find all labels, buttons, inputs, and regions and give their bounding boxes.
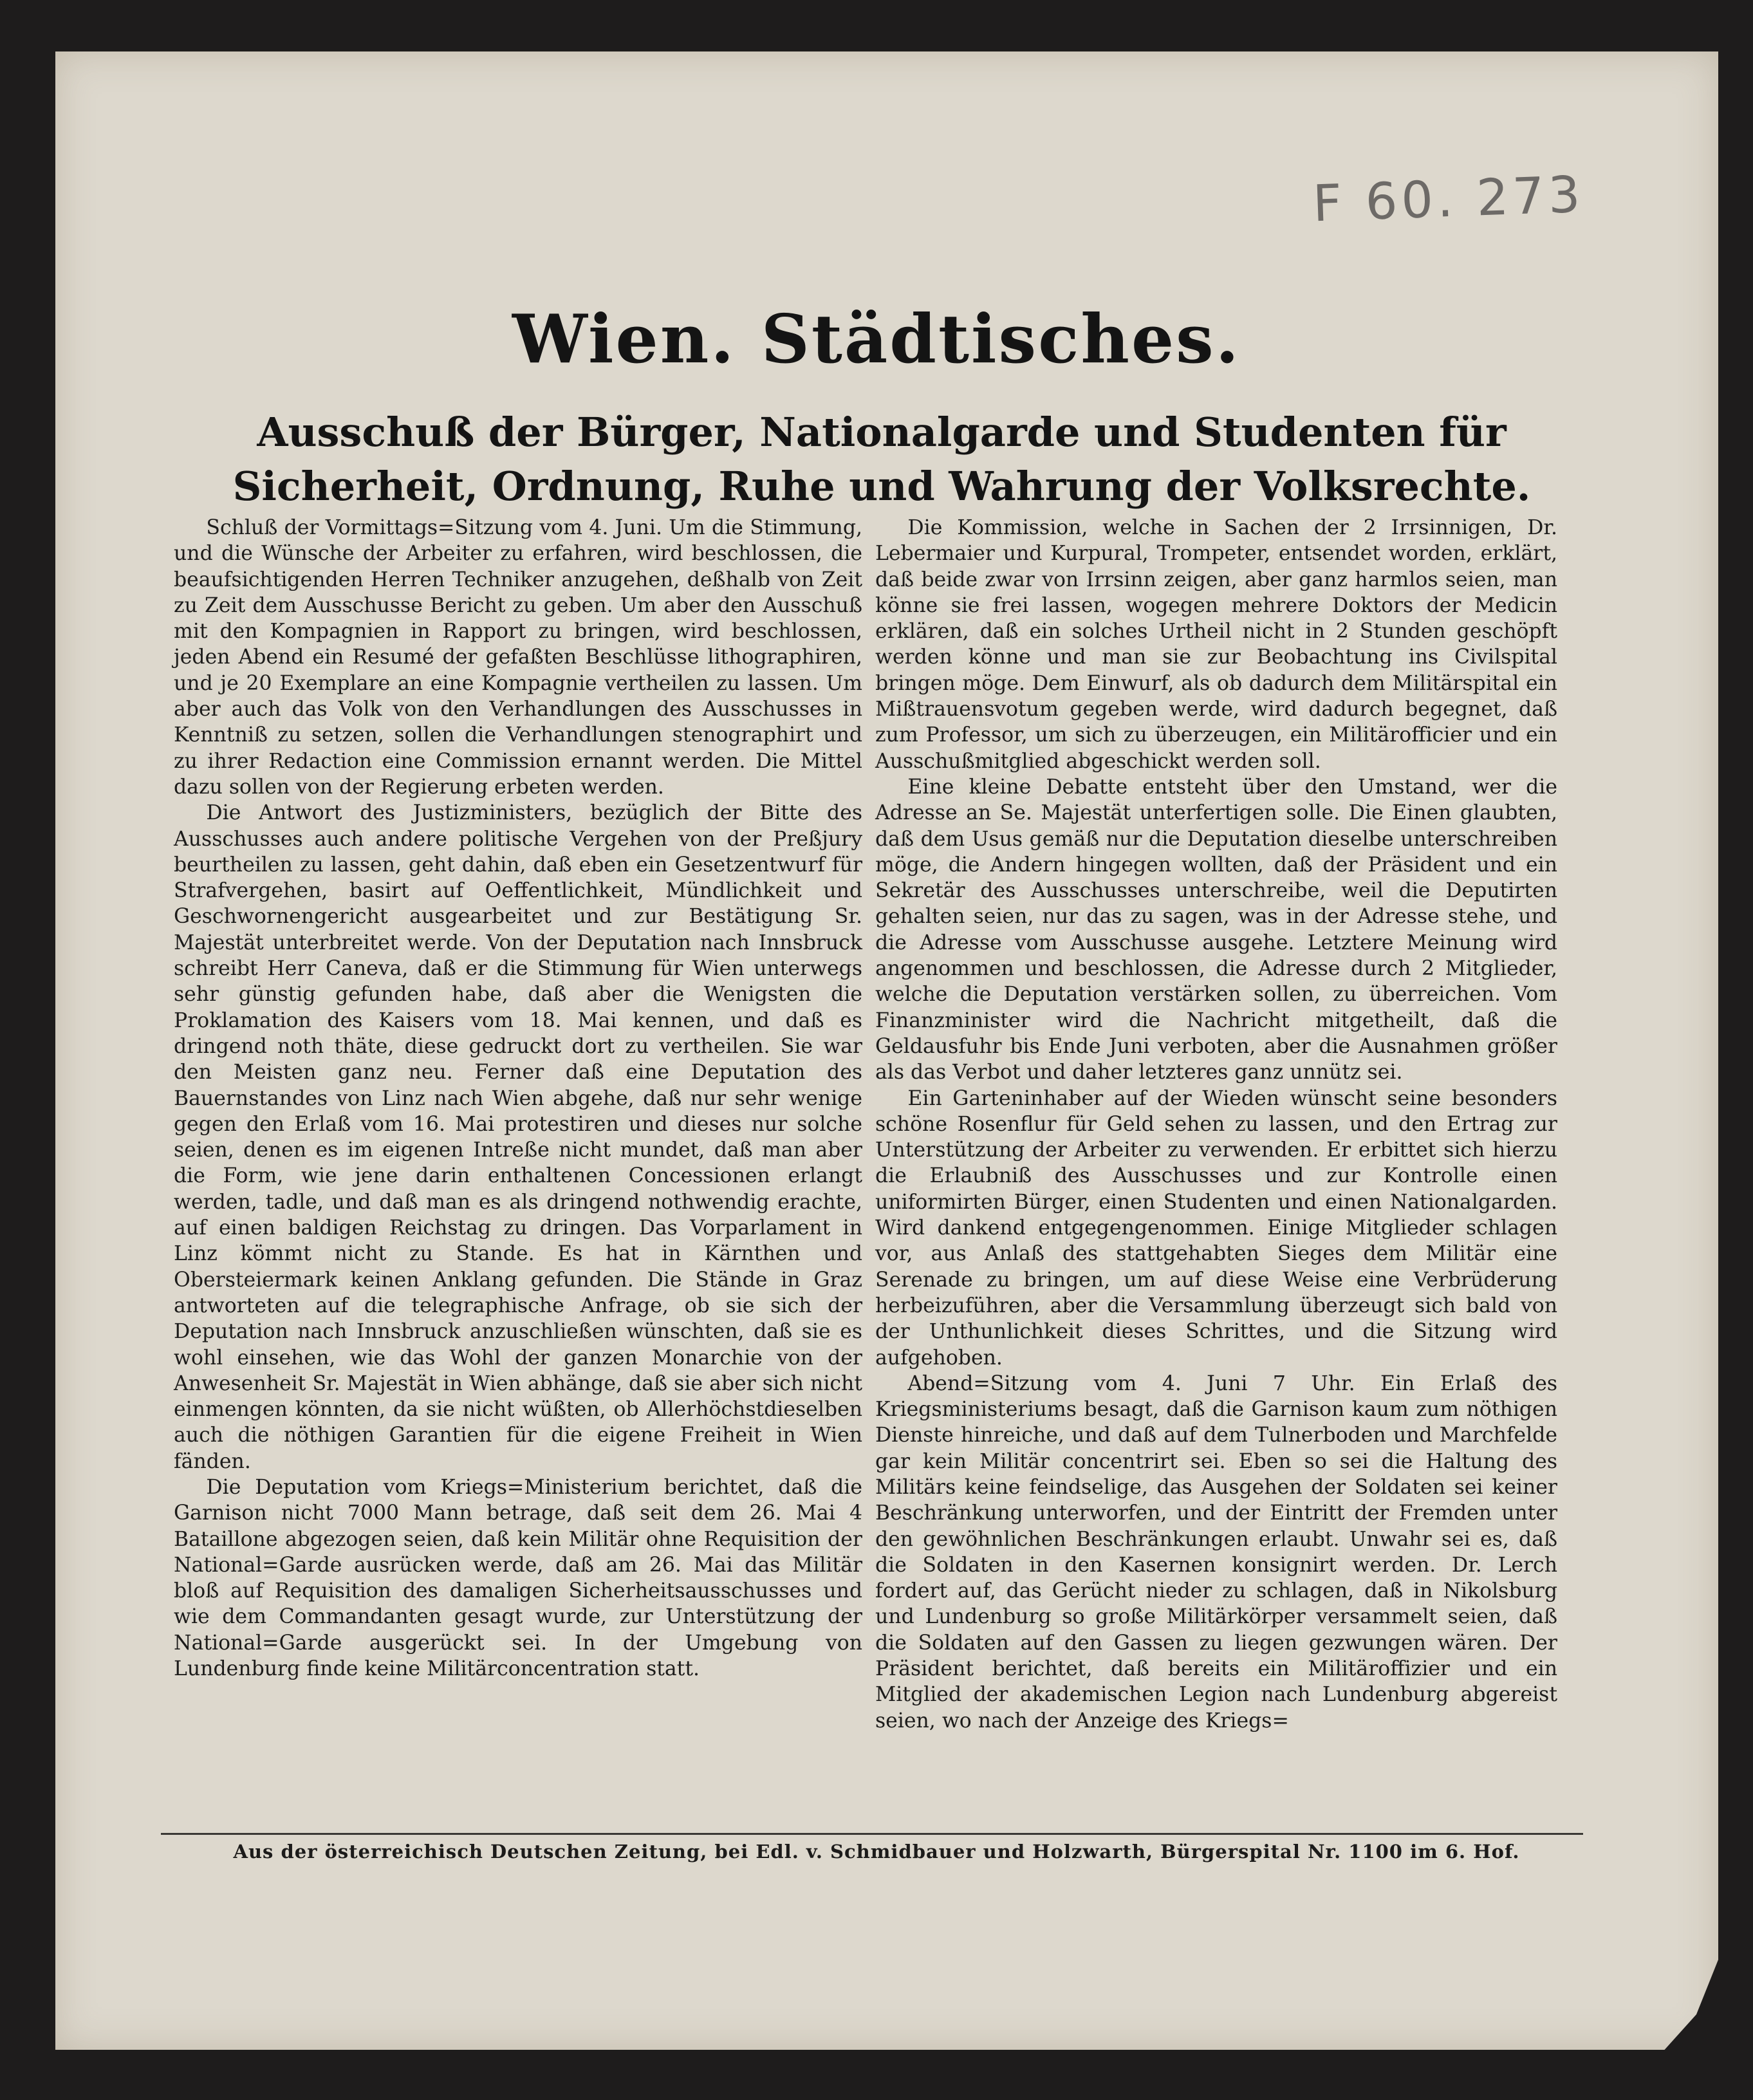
footer-rule <box>161 1833 1583 1835</box>
paragraph: Eine kleine Debatte entsteht über den Umstand, wer die Adresse an Se. Majestät unterfertigen solle. Die Einen glaubten, daß dem Usus gemäß nur die Deputation dieselbe unterschreiben möge, die Andern hingegen wollten, daß der Präsident und ein Sekretär des Ausschusses unterschreibe, weil die Deputirten gehalten seien, nur das zu sagen, was in der Adresse stehe, und die Adresse vom Ausschusse ausgehe. Letztere Meinung wird angenommen und beschlossen, die Adresse durch 2 Mitglieder, welche die Deputation verstärken sollen, zu überreichen. Vom Finanzminister wird die Nachricht mitgetheilt, daß die Geldausfuhr bis Ende Juni verboten, aber die Ausnahmen größer als das Verbot und daher letzteres ganz unnütz sei. <box>875 775 1557 1084</box>
handwritten-annotation: F 60. 273 <box>1312 165 1585 234</box>
paragraph: Schluß der Vormittags=Sitzung vom 4. Juni. Um die Stimmung, und die Wünsche der Arbeiter zu erfahren, wird beschlossen, die beaufsichtigenden Herren Techniker anzugehen, deßhalb von Zeit zu Zeit dem Ausschusse Bericht zu geben. Um aber den Ausschuß mit den Kompagnien in Rapport zu bringen, wird beschlossen, jeden Abend ein Resumé der gefaßten Beschlüsse lithographiren, und je 20 Exemplare an eine Kompagnie vertheilen zu lassen. Um aber auch das Volk von den Verhandlungen des Ausschusses in Kenntniß zu setzen, sollen die Verhandlungen stenographirt und zu ihrer Redaction eine Commission ernannt werden. Die Mittel dazu sollen von der Regierung erbeten werden. <box>174 516 862 799</box>
left-column <box>174 515 862 1682</box>
paragraph: Die Deputation vom Kriegs=Ministerium berichtet, daß die Garnison nicht 7000 Mann betrage, daß seit dem 26. Mai 4 Bataillone abgezogen seien, daß kein Militär ohne Requisition der National=Garde ausrücken werde, daß am 26. Mai das Militär bloß auf Requisition des damaligen Sicherheitsausschusses und wie dem Commandanten gesagt wurde, zur Unterstützung der National=Garde ausgerückt sei. In der Umgebung von Lundenburg finde keine Militärconcentration statt. <box>174 1475 862 1681</box>
paragraph: Abend=Sitzung vom 4. Juni 7 Uhr. Ein Erlaß des Kriegsministeriums besagt, daß die Garnison kaum zum nöthigen Dienste hinreiche, und daß auf dem Tulnerboden und Marchfelde gar kein Militär concentrirt sei. Eben so sei die Haltung des Militärs keine feindselige, das Ausgehen der Soldaten sei keiner Beschränkung unterworfen, und der Eintritt der Fremden unter den gewöhnlichen Beschränkungen erlaubt. Unwahr sei es, daß die Soldaten in den Kasernen konsignirt werden. Dr. Lerch fordert auf, das Gerücht nieder zu schlagen, daß in Nikolsburg und Lundenburg so große Militärkörper versammelt seien, daß die Soldaten auf den Gassen zu liegen gezwungen wären. Der Präsident berichtet, daß bereits ein Militäroffizier und ein Mitglied der akademischen Legion nach Lundenburg abgereist seien, wo nach der Anzeige des Kriegs= <box>875 1371 1557 1733</box>
document-subtitle: Ausschuß der Bürger, Nationalgarde und Studenten für Sicherheit, Ordnung, Ruhe und Wahrung der Volksrechte. <box>232 409 1531 510</box>
paragraph: Die Antwort des Justizministers, bezüglich der Bitte des Ausschusses auch andere politische Vergehen von der Preßjury beurtheilen zu lassen, geht dahin, daß eben ein Gesetzentwurf für Strafvergehen, basirt auf Oeffentlichkeit, Mündlichkeit und Geschwornengericht ausgearbeitet und zur Bestätigung Sr. Majestät unterbreitet werde. Von der Deputation nach Innsbruck schreibt Herr Caneva, daß er die Stimmung für Wien unterwegs sehr günstig gefunden habe, daß aber die Wenigsten die Proklamation des Kaisers vom 18. Mai kennen, und daß es dringend noth thäte, diese gedruckt dort zu vertheilen. Sie war den Meisten ganz neu. Ferner daß eine Deputation des Bauernstandes von Linz nach Wien abgehe, daß nur sehr wenige gegen den Erlaß vom 16. Mai protestiren und dieses nur solche seien, denen es im eigenen Intreße nicht mundet, daß man aber die Form, wie jene darin enthaltenen Concessionen erlangt werden, tadle, und daß man es als dringend nothwendig erachte, auf einen baldigen Reichstag zu dringen. Das Vorparlament in Linz kömmt nicht zu Stande. Es hat in Kärnthen und Obersteiermark keinen Anklang gefunden. Die Stände in Graz antworteten auf die telegraphische Anfrage, ob sie sich der Deputation nach Innsbruck anzuschließen wünschten, daß sie es wohl einsehen, wie das Wohl der ganzen Monarchie von der Anwesenheit Sr. Majestät in Wien abhänge, daß sie aber sich nicht einmengen könnten, da sie nicht wüßten, ob Allerhöchstdieselben auch die nöthigen Garantien für die eigene Freiheit in Wien fänden. <box>174 801 862 1473</box>
torn-corner <box>1662 1956 1720 2053</box>
imprint-footer: Aus der österreichisch Deutschen Zeitung, bei Edl. v. Schmidbauer und Holzwarth, Bürgerspital Nr. 1100 im 6. Hof. <box>233 1841 1520 1863</box>
paragraph: Ein Garteninhaber auf der Wieden wünscht seine besonders schöne Rosenflur für Geld sehen zu lassen, und den Ertrag zur Unterstützung der Arbeiter zu verwenden. Er erbittet sich hierzu die Erlaubniß des Ausschusses und zur Kontrolle einen uniformirten Bürger, einen Studenten und einen Nationalgarden. Wird dankend entgegengenommen. Einige Mitglieder schlagen vor, aus Anlaß des stattgehabten Sieges dem Militär eine Serenade zu bringen, um auf diese Weise eine Verbrüderung herbeizuführen, aber die Versammlung überzeugt sich bald von der Unthunlichkeit dieses Schrittes, und die Sitzung wird aufgehoben. <box>875 1086 1557 1370</box>
right-column <box>875 515 1557 1734</box>
document-title: Wien. Städtisches. <box>512 299 1241 378</box>
paragraph: Die Kommission, welche in Sachen der 2 Irrsinnigen, Dr. Lebermaier und Kurpural, Trompeter, entsendet worden, erklärt, daß beide zwar von Irrsinn zeigen, aber ganz harmlos seien, man könne sie frei lassen, wogegen mehrere Doktors der Medicin erklären, daß ein solches Urtheil nicht in 2 Stunden geschöpft werden könne und man sie zur Beobachtung ins Civilspital bringen möge. Dem Einwurf, als ob dadurch dem Militärspital ein Mißtrauensvotum gegeben werde, wird dadurch begegnet, daß zum Professor, um sich zu überzeugen, ein Militärofficier und ein Ausschußmitglied abgeschickt werden soll. <box>875 516 1557 773</box>
